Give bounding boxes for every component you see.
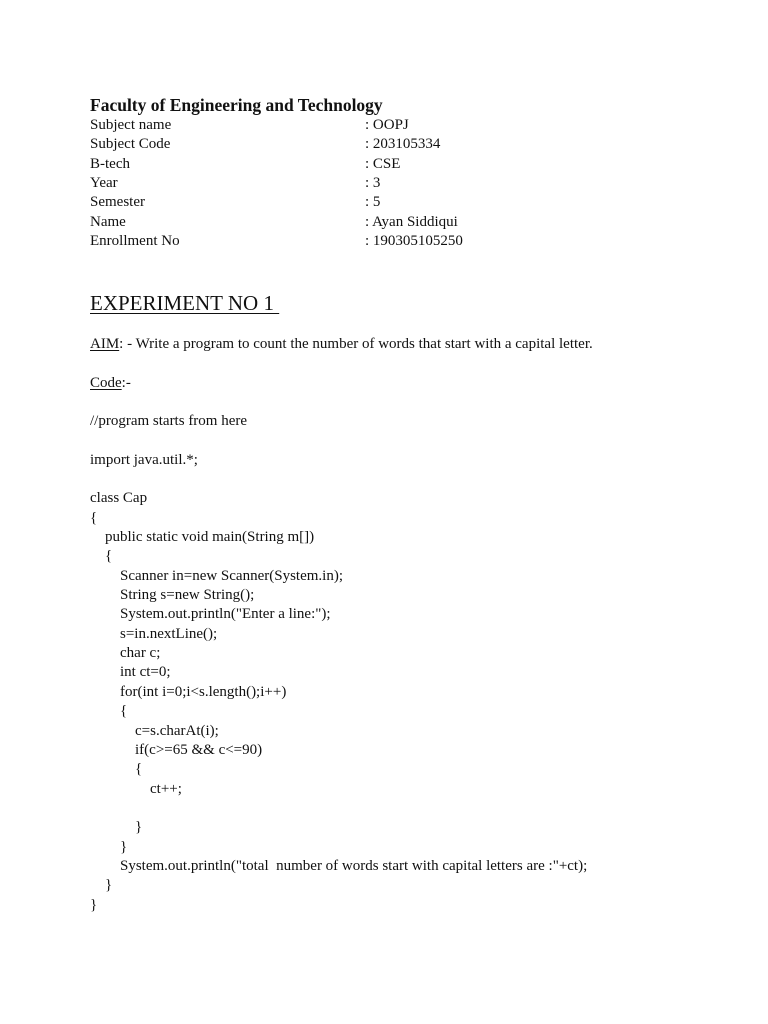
code-line: {	[90, 761, 143, 778]
info-row-btech	[90, 155, 730, 174]
code-line: s=in.nextLine();	[90, 625, 218, 642]
code-line: ct++;	[90, 780, 182, 797]
code-line: System.out.println("Enter a line:");	[90, 606, 331, 623]
info-value: : 5	[365, 194, 381, 210]
info-row-enrollment	[90, 232, 730, 251]
info-label: Year	[90, 175, 118, 191]
code-line: {	[90, 548, 113, 565]
info-value: : 203105334	[365, 136, 441, 152]
code-line: if(c>=65 && c<=90)	[90, 741, 263, 758]
code-line: }	[90, 819, 143, 836]
code-line: String s=new String();	[90, 587, 255, 604]
code-line: class Cap	[90, 490, 148, 507]
code-block	[90, 412, 587, 915]
info-label: Subject Code	[90, 136, 171, 152]
info-row-subject-name	[90, 116, 730, 135]
faculty-heading: Faculty of Engineering and Technology	[90, 95, 383, 115]
code-label: Code	[90, 375, 122, 391]
info-label: Semester	[90, 194, 145, 210]
info-row-subject-code	[90, 135, 730, 154]
info-value: : OOPJ	[365, 117, 409, 133]
aim-line	[90, 335, 593, 354]
info-value: : CSE	[365, 156, 401, 172]
aim-text: : - Write a program to count the number of words that start with a capital letter.	[119, 336, 593, 352]
code-label-suffix: :-	[121, 375, 131, 391]
info-label: Name	[90, 214, 126, 230]
info-row-year	[90, 174, 730, 193]
info-value: : Ayan Siddiqui	[365, 214, 458, 230]
code-line: System.out.println("total number of words start with capital letters are :"+ct);	[90, 857, 588, 874]
code-line	[90, 470, 587, 489]
info-row-name	[90, 213, 730, 232]
code-line	[90, 799, 587, 818]
code-line: int ct=0;	[90, 664, 171, 681]
aim-label: AIM	[90, 336, 120, 352]
code-line: for(int i=0;i<s.length();i++)	[90, 683, 287, 700]
code-line: char c;	[90, 645, 161, 662]
code-line: }	[90, 838, 128, 855]
code-line	[90, 431, 587, 450]
code-line: {	[90, 509, 98, 526]
code-line: //program starts from here	[90, 413, 248, 429]
experiment-title: EXPERIMENT NO 1	[90, 291, 280, 315]
code-heading	[90, 374, 131, 393]
info-label: B-tech	[90, 156, 130, 172]
code-line: import java.util.*;	[90, 451, 198, 468]
code-line: public static void main(String m[])	[90, 529, 315, 546]
info-row-semester	[90, 193, 730, 212]
info-value: : 3	[365, 175, 381, 191]
code-line: c=s.charAt(i);	[90, 722, 219, 739]
code-line: }	[90, 877, 113, 894]
info-value: : 190305105250	[365, 233, 463, 249]
code-line: }	[90, 896, 98, 913]
code-line: {	[90, 703, 128, 720]
code-line: Scanner in=new Scanner(System.in);	[90, 567, 343, 584]
info-label: Enrollment No	[90, 233, 180, 249]
info-label: Subject name	[90, 117, 172, 133]
